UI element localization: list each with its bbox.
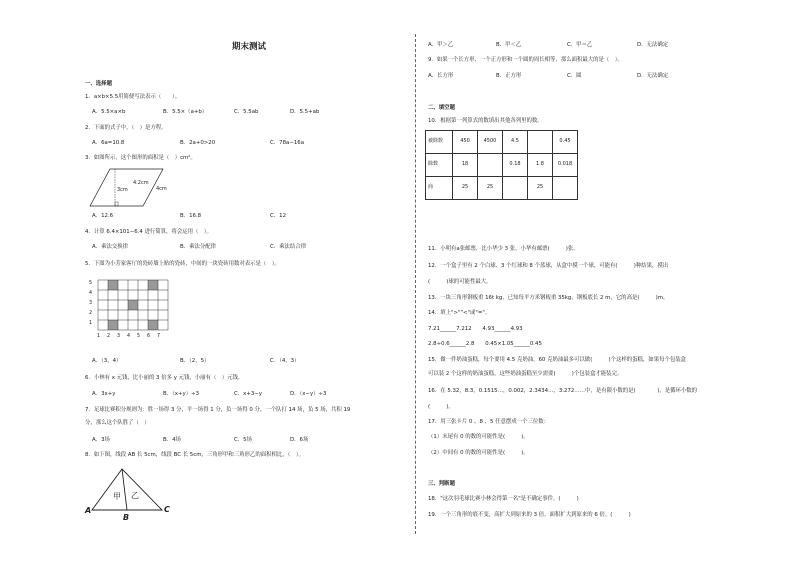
q3-option-b[interactable]: B．16.8 xyxy=(180,213,202,219)
grid-x-label-2: 2 xyxy=(107,334,111,339)
parallelogram-height-label: 3cm xyxy=(117,187,128,193)
table-cell: 0.018 xyxy=(553,154,578,177)
vertex-a-label: A xyxy=(85,506,92,515)
table-cell: 25 xyxy=(528,177,553,200)
grid-x-label-1: 1 xyxy=(97,334,101,339)
vertex-c-label: C xyxy=(164,505,170,514)
q9-option-d[interactable]: D．无法确定 xyxy=(637,73,669,79)
section-fill-in: 二、填空题 xyxy=(428,105,455,111)
question-7-line-1: 7．足球比赛积分规则为：胜一场得 3 分，平一场得 1 分，负一场得 0 分，一个队打 14 场，负 5 场，共积 19 xyxy=(85,407,351,413)
table-cell: 25 xyxy=(453,177,478,200)
grid-y-label-5: 5 xyxy=(89,281,93,286)
triangle-label-jia: 甲 xyxy=(113,492,121,501)
grid-y-label-1: 1 xyxy=(89,321,93,326)
q6-option-b[interactable]: B．（x+y）÷3 xyxy=(163,391,200,397)
q7-option-b[interactable]: B．4场 xyxy=(163,437,181,443)
q6-option-c[interactable]: C．x+3−y xyxy=(234,391,262,397)
grid-y-label-4: 4 xyxy=(89,291,93,296)
question-14: 14．填上">""<"或"="。 xyxy=(428,310,491,316)
grid-y-label-3: 3 xyxy=(89,301,93,306)
division-table xyxy=(425,130,578,200)
table-cell-blank[interactable] xyxy=(503,177,528,200)
table-cell: 1.8 xyxy=(528,154,553,177)
table-cell-blank[interactable] xyxy=(478,154,503,177)
question-6: 6．小林有 x 元钱，比小丽的 3 倍多 y 元钱，小丽有（ ）元钱。 xyxy=(85,375,244,381)
table-cell: 25 xyxy=(478,177,503,200)
question-18: 18．"这次羽毛球比赛小林会得第一名"是不确定事件。( ) xyxy=(428,496,579,502)
question-12-line-1: 12．一个盒子里有 2 个白球、3 个红球和 8 个蓝球，从盒中摸一个球，可能有( )种结果，摸出 xyxy=(428,263,669,269)
triangle-label-yi: 乙 xyxy=(131,491,139,500)
table-head-dividend: 被除数 xyxy=(426,131,453,154)
grid-x-label-3: 3 xyxy=(117,334,121,339)
q7-option-c[interactable]: C．5场 xyxy=(234,437,252,443)
q9-option-b[interactable]: B．正方形 xyxy=(496,73,522,79)
q6-option-d[interactable]: D．（x−y）÷3 xyxy=(290,391,327,397)
grid-y-label-2: 2 xyxy=(89,311,93,316)
table-cell: 0.18 xyxy=(503,154,528,177)
q14-row-1: 7.21______7.212 4.93______4.93 xyxy=(428,326,523,332)
question-1: 1．a×b×5.5用简便写法表示（ ）。 xyxy=(85,94,181,100)
q3-option-a[interactable]: A．12.6 xyxy=(92,213,114,219)
q9-option-a[interactable]: A．长方形 xyxy=(428,73,454,79)
q7-option-a[interactable]: A．3场 xyxy=(92,437,110,443)
q7-option-d[interactable]: D．6场 xyxy=(290,437,309,443)
question-2: 2．下面的式子中，（ ）是方程。 xyxy=(85,125,167,131)
question-15-line-1: 15．做一件奶油蛋糕，每个要用 4.5 克奶油，60 克奶油最多可以做( )个这样的蛋糕，如果每个包装盒 xyxy=(428,357,687,363)
question-19: 19．一个三角形的底不变，高扩大到原来的 3 倍，面积扩大到原来的 6 倍。( ) xyxy=(428,512,631,518)
question-15-line-2: 可以装 2 个这样的奶油蛋糕，这些奶油蛋糕至少需要( )个包装盒才能装完。 xyxy=(428,371,623,377)
question-3: 3．如图所示，这个图形的面积是（ ）cm²。 xyxy=(85,155,196,161)
grid-x-label-4: 4 xyxy=(127,334,131,339)
question-11: 11．小明有a张邮票，比小华少 3 张，小华有邮票( )张。 xyxy=(428,246,579,252)
table-row xyxy=(426,131,578,154)
section-true-false: 三、判断题 xyxy=(428,481,455,487)
q1-option-a[interactable]: A．5.5×a×b xyxy=(92,109,126,115)
table-row xyxy=(426,177,578,200)
grid-x-label-7: 7 xyxy=(157,334,161,339)
table-cell: 450 xyxy=(453,131,478,154)
table-cell-blank[interactable] xyxy=(553,177,578,200)
tile-grid-figure xyxy=(94,279,176,333)
question-7-line-2: 分，那么这个队胜了（ ） xyxy=(85,420,150,426)
table-cell: 0.45 xyxy=(553,131,578,154)
q8-option-d[interactable]: D．无法确定 xyxy=(637,42,669,48)
q6-option-a[interactable]: A．3x+y xyxy=(92,391,116,397)
table-cell: 4500 xyxy=(478,131,503,154)
q2-option-a[interactable]: A．6a=10.8 xyxy=(92,140,125,146)
q5-option-b[interactable]: B．（2，5） xyxy=(180,358,210,364)
table-cell: 18 xyxy=(453,154,478,177)
q1-option-d[interactable]: D．5.5+ab xyxy=(290,109,320,115)
question-4: 4．计算 6.4×101−6.4 进行简算，将会运用（ ）。 xyxy=(85,229,212,235)
question-17-part-1: （1）末尾有 0 的数的可能性是( )。 xyxy=(428,434,529,440)
q8-option-a[interactable]: A．甲＞乙 xyxy=(428,42,454,48)
q3-option-c[interactable]: C．12 xyxy=(270,213,287,219)
question-8: 8．如下图，线段 AB 长 5cm，线段 BC 长 5cm，三角形甲和三角形乙的面积相比，（ ）。 xyxy=(85,452,304,458)
q4-option-c[interactable]: C．乘法结合律 xyxy=(270,244,307,250)
page-title: 期末测试 xyxy=(232,42,267,52)
q8-option-c[interactable]: C．甲＝乙 xyxy=(567,42,593,48)
table-row xyxy=(426,154,578,177)
question-17: 17．用三张卡片 0 、8 、5 任意摆成一个三位数： xyxy=(428,419,550,425)
q2-option-b[interactable]: B．2a+0>20 xyxy=(180,140,216,146)
q14-row-2: 2.8÷0.6______2.8 0.45×1.05______0.45 xyxy=(428,341,542,347)
table-head-quotient: 商 xyxy=(426,177,453,200)
q8-option-b[interactable]: B．甲＜乙 xyxy=(496,42,522,48)
parallelogram-slant-label: 4.2cm xyxy=(133,180,149,186)
table-head-divisor: 除数 xyxy=(426,154,453,177)
q5-option-c[interactable]: C．（4，3） xyxy=(270,358,300,364)
table-cell: 4.5 xyxy=(503,131,528,154)
parallelogram-base-label: 4cm xyxy=(156,186,167,192)
q5-option-a[interactable]: A．（3，4） xyxy=(92,358,122,364)
vertex-b-label: B xyxy=(123,513,130,522)
question-12-line-2: ( )球的可能性最大。 xyxy=(428,279,492,285)
question-9: 9．如果一个长方形、一个正方形和一个圆的周长相等，那么面积最大的是（ ）。 xyxy=(428,57,623,63)
grid-x-label-6: 6 xyxy=(147,334,151,339)
question-16-line-2: ( )。 xyxy=(428,404,454,410)
q4-option-a[interactable]: A．乘法交换律 xyxy=(92,244,129,250)
section-multiple-choice: 一、选择题 xyxy=(85,81,112,87)
column-divider xyxy=(415,34,416,534)
q4-option-b[interactable]: B．乘法分配律 xyxy=(180,244,217,250)
table-cell-blank[interactable] xyxy=(528,131,553,154)
q1-option-b[interactable]: B．5.5×（a+b） xyxy=(163,109,208,115)
question-10: 10．根据第一列算式的数填出其他各列里的数。 xyxy=(428,118,543,124)
q9-option-c[interactable]: C．圆 xyxy=(567,73,582,79)
q1-option-c[interactable]: C．5.5ab xyxy=(234,109,259,115)
grid-x-label-5: 5 xyxy=(137,334,141,339)
question-5: 5．下图为小芳家客厅的瓷砖墙上贴的瓷砖，中间的一块瓷砖用数对表示是（ ）。 xyxy=(85,261,280,267)
question-16-line-1: 16．在 5.32，8.3，0.1515…，0.002，2.3434…，3.272……中，是有限小数的是( )，是循环小数的 xyxy=(428,388,698,394)
q2-option-c[interactable]: C．78a−16a xyxy=(270,140,304,146)
question-17-part-2: （2）中间有 0 的数的可能性是( )。 xyxy=(428,450,529,456)
question-13: 13．一块三角形钢板重 16t kg，已知每平方米钢板重 35kg，钢板底长 2 m，它的高是( )m。 xyxy=(428,295,669,301)
